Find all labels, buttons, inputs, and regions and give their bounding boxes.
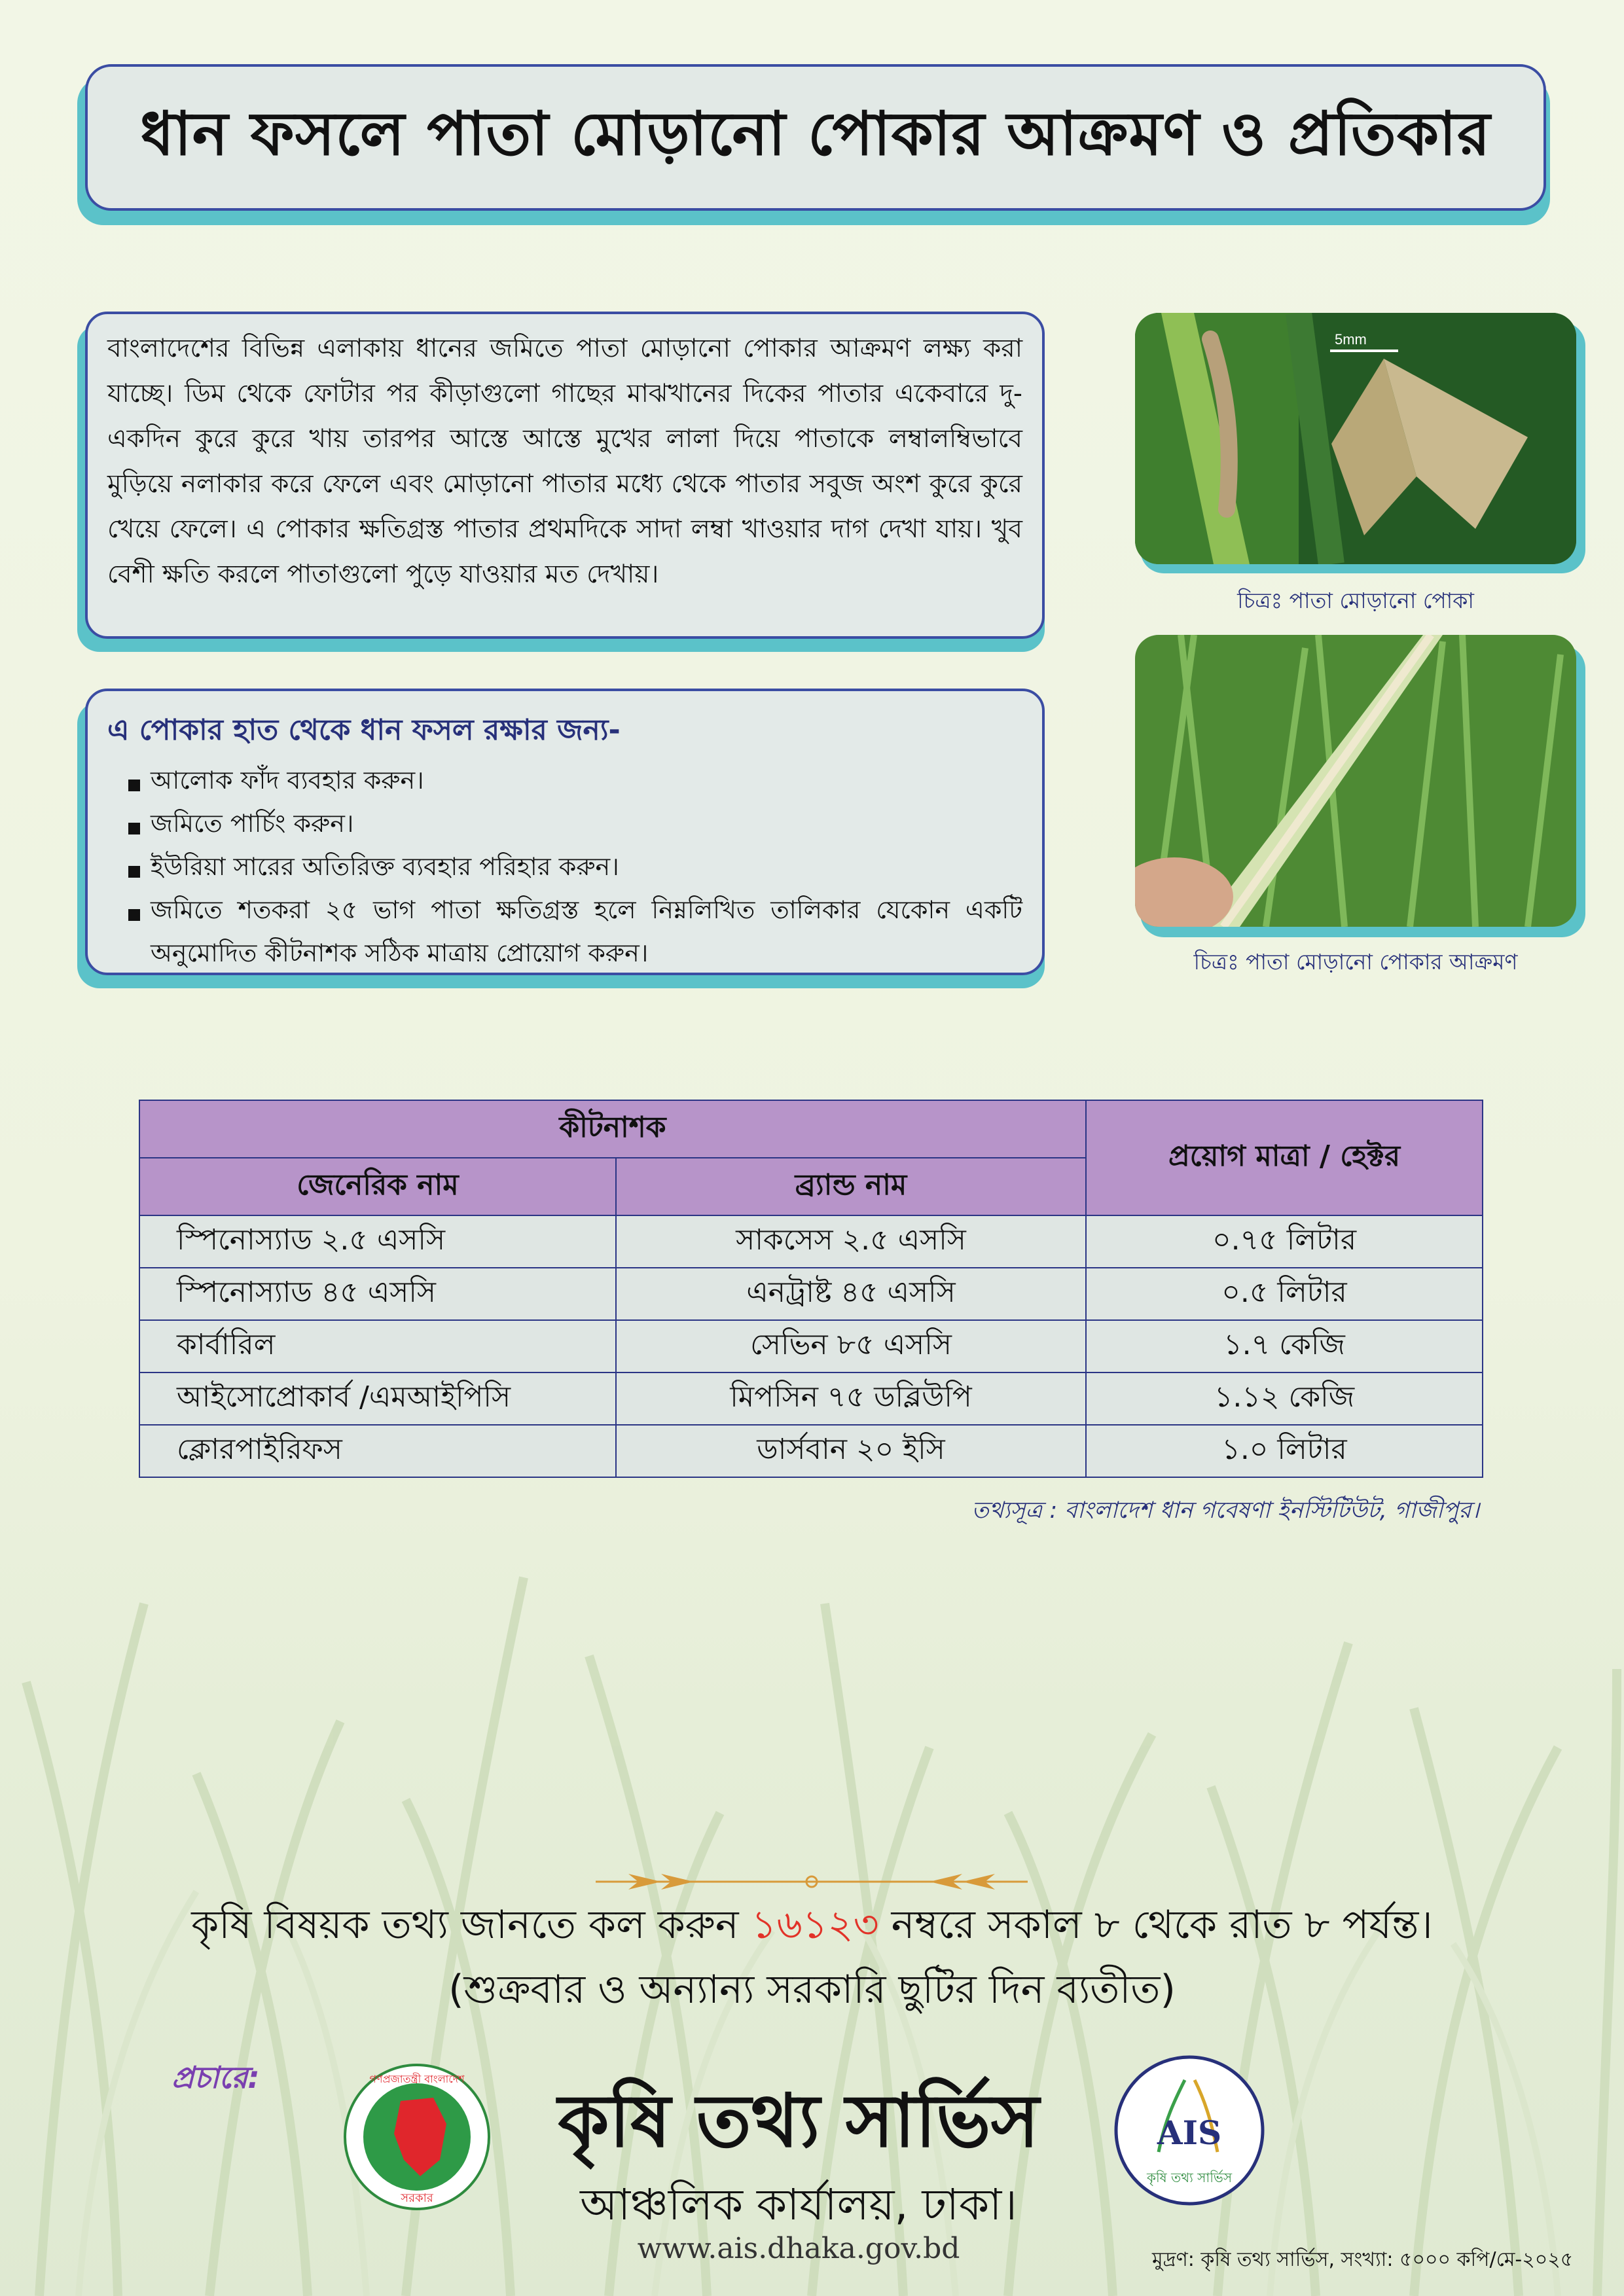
bangladesh-govt-logo [342, 2062, 492, 2212]
cell-brand: সেভিন ৮৫ এসসি [616, 1320, 1086, 1372]
cell-brand: এনট্রাষ্ট ৪৫ এসসি [616, 1268, 1086, 1320]
ais-logo [1113, 2054, 1266, 2207]
cell-generic: স্পিনোস্যাড ২.৫ এসসি [139, 1215, 616, 1268]
intro-text: বাংলাদেশের বিভিন্ন এলাকায় ধানের জমিতে পাতা মোড়ানো পোকার আক্রমণ লক্ষ্য করা যাচ্ছে। ডিম থেকে ফোটার পর কীড়াগুলো গাছের মাঝখানের দিকের পাতার একেবারে দু-একদিন কুরে কুরে খায় তারপর আস্তে আস্তে মুখের লালা দিয়ে পাতাকে লম্বালম্বিভাবে মুড়িয়ে নলাকার করে ফেলে এবং মোড়ানো পাতার মধ্যে থেকে পাতার সবুজ অংশ কুরে কুরে খেয়ে ফেলে। এ পোকার ক্ষতিগ্রস্ত পাতার প্রথমদিকে সাদা লম্বা খাওয়ার দাগ দেখা যায়। খুব বেশী ক্ষতি করলে পাতাগুলো পুড়ে যাওয়ার মত দেখায়। [107, 334, 1022, 589]
hotline-text-before: কৃষি বিষয়ক তথ্য জানতে কল করুন [191, 1902, 751, 1948]
cell-dose: ১.০ লিটার [1086, 1425, 1483, 1477]
tip-item: আলোক ফাঁদ ব্যবহার করুন। [151, 759, 1022, 802]
tip-item: ইউরিয়া সারের অতিরিক্ত ব্যবহার পরিহার করুন। [151, 845, 1022, 888]
table-source: তথ্যসূত্র : বাংলাদেশ ধান গবেষণা ইনস্টিটিউট, গাজীপুর। [971, 1498, 1479, 1524]
cell-brand: ডার্সবান ২০ ইসি [616, 1425, 1086, 1477]
hotline-line [0, 1895, 1624, 1960]
cell-dose: ১.১২ কেজি [1086, 1372, 1483, 1425]
tips-list [107, 759, 1022, 975]
table-row [139, 1425, 1483, 1477]
gov-logo-text-bottom: সরকার [401, 2191, 433, 2205]
tip-item: জমিতে পার্চিং করুন। [151, 802, 1022, 845]
org-name: কৃষি তথ্য সার্ভিস [558, 2079, 1039, 2164]
tips-heading: এ পোকার হাত থেকে ধান ফসল রক্ষার জন্য- [107, 713, 621, 747]
table-row [139, 1215, 1483, 1268]
hotline-number: ১৬১২৩ [751, 1902, 879, 1948]
cell-generic: ক্লোরপাইরিফস [139, 1425, 616, 1477]
photo2-caption: চিত্রঃ পাতা মোড়ানো পোকার আক্রমণ [1193, 949, 1518, 975]
table-header-dose: প্রয়োগ মাত্রা / হেক্টর [1086, 1100, 1483, 1215]
cell-brand: সাকসেস ২.৫ এসসি [616, 1215, 1086, 1268]
scale-label: 5mm [1335, 331, 1367, 348]
cell-generic: আইসোপ্রোকার্ব /এমআইপিসি [139, 1372, 616, 1425]
ornament-divider [589, 1869, 1034, 1895]
tips-card [85, 689, 1045, 975]
table-header-generic: জেনেরিক নাম [139, 1158, 616, 1215]
leaf-folder-photo [1135, 313, 1576, 564]
pesticide-table [139, 1100, 1483, 1478]
ais-logo-subtext: কৃষি তথ্য সার্ভিস [1146, 2170, 1233, 2185]
gov-logo-text-top: গণপ্রজাতন্ত্রী বাংলাদেশ [369, 2073, 465, 2085]
cell-generic: কার্বারিল [139, 1320, 616, 1372]
cell-dose: ০.৭৫ লিটার [1086, 1215, 1483, 1268]
print-note: মুদ্রণ: কৃষি তথ্য সার্ভিস, সংখ্যা: ৫০০০ কপি/মে-২০২৫ [1152, 2248, 1574, 2271]
holiday-note: (শুক্রবার ও অন্যান্য সরকারি ছুটির দিন ব্যতীত) [448, 1967, 1176, 2013]
ais-logo-text: AIS [1157, 2113, 1222, 2152]
table-header-brand: ব্র্যান্ড নাম [616, 1158, 1086, 1215]
photo1-caption: চিত্রঃ পাতা মোড়ানো পোকা [1237, 588, 1474, 613]
cell-dose: ১.৭ কেজি [1086, 1320, 1483, 1372]
cell-dose: ০.৫ লিটার [1086, 1268, 1483, 1320]
hotline-text-after: নম্বরে সকাল ৮ থেকে রাত ৮ পর্যন্ত। [878, 1902, 1433, 1948]
table-row [139, 1372, 1483, 1425]
table-row [139, 1268, 1483, 1320]
table-row [139, 1320, 1483, 1372]
website-url: www.ais.dhaka.gov.bd [637, 2232, 960, 2265]
page-title: ধান ফসলে পাতা মোড়ানো পোকার আক্রমণ ও প্রতিকার [140, 99, 1491, 169]
cell-generic: স্পিনোস্যাড ৪৫ এসসি [139, 1268, 616, 1320]
damaged-leaf-photo [1135, 635, 1576, 927]
title-banner [85, 64, 1546, 211]
cell-brand: মিপসিন ৭৫ ডব্লিউপি [616, 1372, 1086, 1425]
intro-card [85, 312, 1045, 639]
publicity-label: প্রচারে: [171, 2060, 260, 2095]
table-group-header: কীটনাশক [139, 1100, 1086, 1158]
office-name: আঞ্চলিক কার্যালয়, ঢাকা। [580, 2179, 1017, 2230]
tip-item: জমিতে শতকরা ২৫ ভাগ পাতা ক্ষতিগ্রস্ত হলে নিম্নলিখিত তালিকার যেকোন একটি অনুমোদিত কীটনাশক সঠিক মাত্রায় প্রোয়োগ করুন। [151, 888, 1022, 975]
